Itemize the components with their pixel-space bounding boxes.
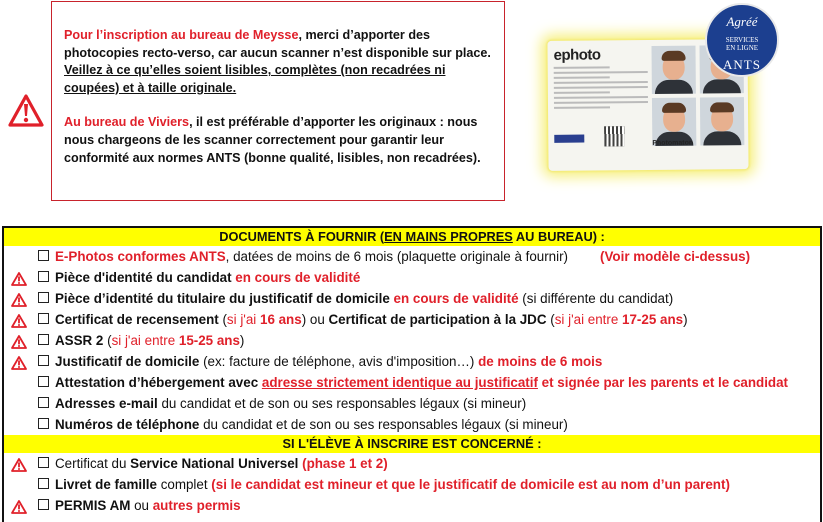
item-text: 16 ans: [260, 312, 302, 327]
item-text: Certificat de recensement: [55, 312, 219, 327]
warning-icon: [11, 313, 27, 327]
list-item: [4, 309, 820, 330]
item-text: Certificat de participation à la JDC: [328, 312, 547, 327]
checkbox[interactable]: [38, 292, 49, 303]
warning-icon: [11, 457, 27, 471]
item-text: ): [239, 333, 245, 348]
item-text: si j'ai entre: [554, 312, 623, 327]
warning-icon: [8, 94, 44, 128]
item-text: , datées de moins de 6 mois (plaquette originale à fournir): [225, 249, 569, 264]
checkbox[interactable]: [38, 334, 49, 345]
item-text: Adresses e-mail: [55, 396, 158, 411]
checkbox[interactable]: [38, 499, 49, 510]
list-item: [4, 474, 820, 495]
card-info: [553, 46, 648, 165]
documents-list: [4, 246, 820, 435]
warning-icon: [11, 355, 27, 369]
list-item: [4, 246, 820, 267]
item-text: autres permis: [152, 498, 241, 513]
list-item: [4, 288, 820, 309]
list-item: [4, 495, 820, 516]
item-text: 15-25 ans: [178, 333, 240, 348]
item-text: du candidat et de son ou ses responsables légaux (si mineur): [157, 396, 527, 411]
item-text: si j'ai: [226, 312, 260, 327]
item-text: de moins de 6 mois: [478, 354, 603, 369]
item-text: ou: [130, 498, 153, 513]
checkbox[interactable]: [38, 250, 49, 261]
item-text: Numéros de téléphone: [55, 417, 200, 432]
qr-code-icon: [604, 126, 624, 146]
checkbox[interactable]: [38, 313, 49, 324]
item-text: complet: [156, 477, 212, 492]
item-text: Pièce d’identité du titulaire du justificatif de domicile: [55, 291, 394, 306]
item-text: Livret de famille: [55, 477, 157, 492]
item-text: Service National Universel: [130, 456, 299, 471]
list-item: [4, 414, 820, 435]
checkbox[interactable]: [38, 397, 49, 408]
list-item: [4, 453, 820, 474]
item-text: (: [103, 333, 112, 348]
list-item: [4, 330, 820, 351]
checkbox[interactable]: [38, 355, 49, 366]
list-item: [4, 351, 820, 372]
item-text: si j'ai entre: [111, 333, 179, 348]
ants-approved-badge: Agréé SERVICES EN LIGNE ANTS: [705, 3, 779, 77]
item-text: ) ou: [301, 312, 329, 327]
warning-icon: [11, 499, 27, 513]
item-text: du candidat et de son ou ses responsables légaux (si mineur): [199, 417, 568, 432]
item-text: ASSR 2: [55, 333, 104, 348]
list-item: [4, 267, 820, 288]
item-text: Attestation d’hébergement avec: [55, 375, 262, 390]
list-item: [4, 372, 820, 393]
item-text: E-Photos conformes ANTS: [55, 249, 226, 264]
warning-icon: [11, 271, 27, 285]
item-text: Justificatif de domicile: [55, 354, 200, 369]
checkbox[interactable]: [38, 457, 49, 468]
list-item: [4, 393, 820, 414]
item-text: 17-25 ans: [622, 312, 684, 327]
item-text: (ex: facture de téléphone, avis d'imposition…): [199, 354, 479, 369]
item-text: (: [546, 312, 555, 327]
id-photo: [651, 46, 695, 94]
checkbox[interactable]: [38, 418, 49, 429]
warning-icon: [11, 334, 27, 348]
checkbox[interactable]: [38, 271, 49, 282]
documents-header: DOCUMENTS À FOURNIR (EN MAINS PROPRES AU BUREAU) :: [4, 228, 820, 246]
item-text: Pièce d'identité du candidat: [55, 270, 236, 285]
notice-box: [51, 1, 505, 201]
notice-viviers: Au bureau de Viviers, il est préférable d’apporter les originaux : nous nous chargeons de les scanner correctement pour garantir leur conformité aux normes ANTS (bonne qualité, lisibles, non recadrées).: [64, 115, 481, 165]
item-text: Certificat du: [55, 456, 131, 471]
item-text: PERMIS AM: [55, 498, 131, 513]
checkbox[interactable]: [38, 376, 49, 387]
item-text: (Voir modèle ci-dessus): [600, 249, 751, 264]
item-text: (phase 1 et 2): [298, 456, 388, 471]
documents-table: [2, 226, 822, 522]
item-text: (: [218, 312, 227, 327]
warning-icon: [11, 292, 27, 306]
item-text: (si le candidat est mineur et que le justificatif de domicile est au nom d’un parent): [211, 477, 730, 492]
item-text: et signée par les parents et le candidat: [537, 375, 789, 390]
ephoto-logo: ephoto: [553, 46, 601, 64]
item-text: ): [683, 312, 688, 327]
conditional-list: [4, 453, 820, 516]
ants-mini-logo: [554, 135, 584, 143]
item-text: adresse strictement identique au justificatif: [261, 375, 538, 390]
checkbox[interactable]: [38, 478, 49, 489]
item-text: en cours de validité: [235, 270, 361, 285]
id-photo: [700, 97, 744, 145]
conditional-header: SI L'ÉLÈVE À INSCRIRE EST CONCERNÉ :: [4, 435, 820, 453]
item-text: (si différente du candidat): [518, 291, 674, 306]
item-text: en cours de validité: [393, 291, 519, 306]
notice-meysse: Pour l’inscription au bureau de Meysse, merci d’apporter des photocopies recto-verso, car aucun scanner n’est disponible sur place. Veillez à ce qu’elles soient lisibles, complètes (non recadrées ni coupées) et à taille originale.: [64, 28, 491, 95]
photomaton-logo: Photomaton: [652, 139, 694, 147]
